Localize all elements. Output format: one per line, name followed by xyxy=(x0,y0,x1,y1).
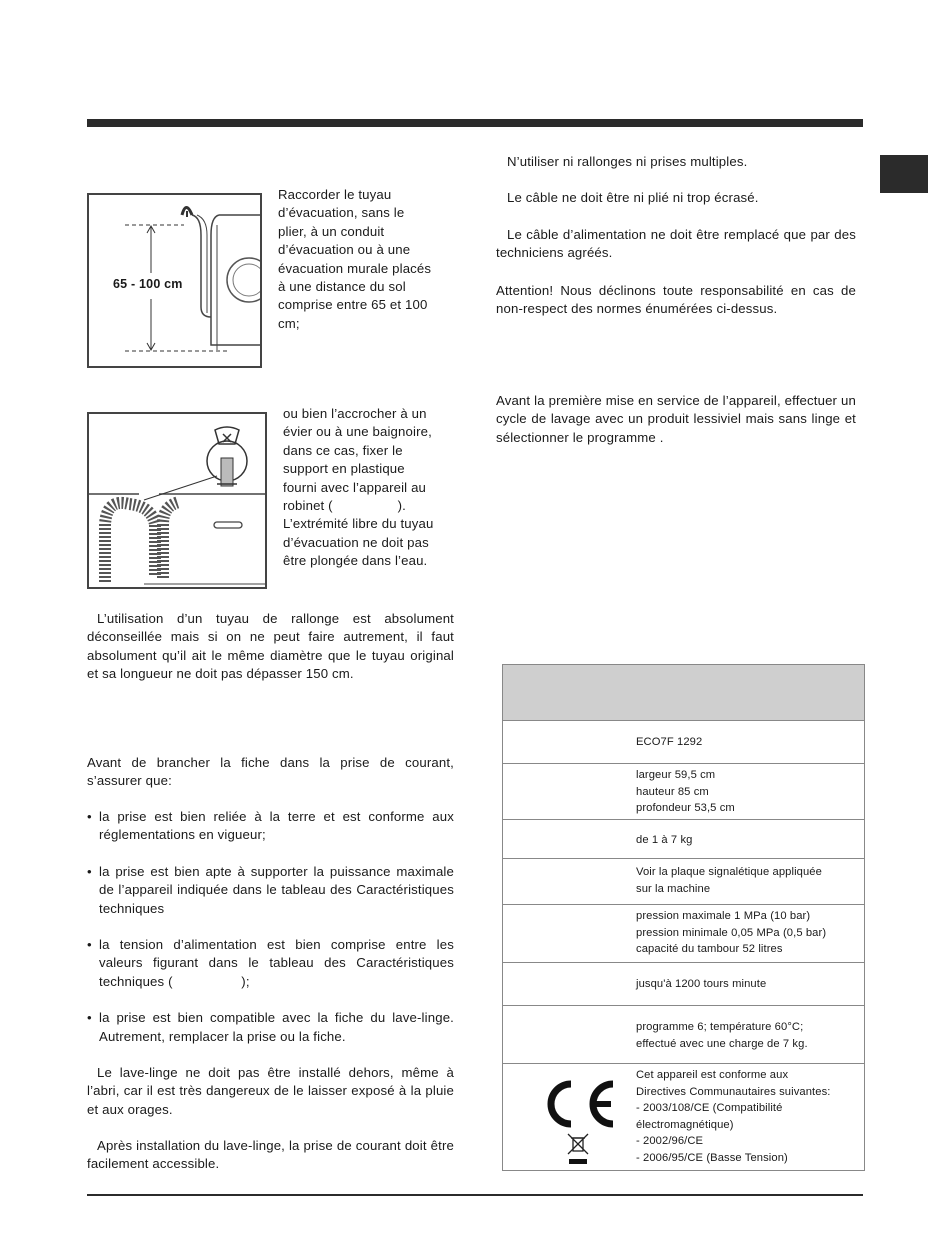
model-value: ECO7F 1292 xyxy=(636,736,703,748)
bullet-dot: • xyxy=(87,863,92,879)
spec-row-test xyxy=(503,1006,864,1064)
tech-spec-table xyxy=(502,664,865,1171)
footer-rule xyxy=(87,1194,863,1196)
crossed-bin-icon xyxy=(565,1132,591,1166)
bullet-dot: • xyxy=(87,809,92,824)
spec-row-model xyxy=(503,721,864,764)
sink-line: d’évacuation ne doit pas xyxy=(283,534,429,550)
drain-line: cm; xyxy=(278,315,300,331)
spec-row-dimensions xyxy=(503,764,864,820)
drain-line: d’évacuation, sans le xyxy=(278,205,405,221)
sink-line: ou bien l’accrocher à un xyxy=(283,406,427,421)
bullet-dot: • xyxy=(87,1010,92,1026)
sink-line: support en plastique xyxy=(283,461,405,477)
capacity-value: de 1 à 7 kg xyxy=(636,834,693,846)
electrical-intro: Avant de brancher la fiche dans la prise de courant, s’assurer que: xyxy=(87,755,454,789)
sink-line: évier ou à une baignoire, xyxy=(283,424,432,440)
cable-bend-note: Le câble ne doit être ni plié ni trop écrasé. xyxy=(507,190,759,205)
spec-table-header xyxy=(503,665,864,721)
sink-line: robinet ( ). xyxy=(283,498,406,514)
sink-line: être plongée dans l’eau. xyxy=(283,553,428,569)
checklist-item: • la tension d’alimentation est bien comprise entre les valeurs figurant dans le tableau des Caractéristiques techniques ( ); xyxy=(87,937,458,989)
checklist-item: • la prise est bien compatible avec la fiche du lave-linge. Autrement, remplacer la prise ou la fiche. xyxy=(87,1010,454,1044)
checklist-item: • la prise est bien reliée à la terre et est conforme aux réglementations en vigueur; xyxy=(87,809,454,843)
extension-hose-note: L’utilisation d’un tuyau de rallonge est absolument déconseillée mais si on ne peut faire autrement, il faut absolument qu’il ait le même diamètre que le tuyau original et sa longueur ne doit pas dépasser 150 cm. xyxy=(87,611,454,682)
bullet-dot: • xyxy=(87,937,92,953)
drain-instructions xyxy=(278,186,454,333)
sink-line: dans ce cas, fixer le xyxy=(283,442,403,458)
drain-line: d’évacuation ou à une xyxy=(278,242,411,258)
compliance-value: Cet appareil est conforme aux Directives Communautaires suivantes: - 2003/108/CE (Compatibilité électromagnétique) - 2002/96/CE - 2006/95/CE (Basse Tension) xyxy=(636,1069,831,1164)
first-use-note: Avant la première mise en service de l’appareil, effectuer un cycle de lavage avec un produit lessiviel mais sans linge et sélectionner le programme . xyxy=(496,393,856,445)
drain-line: plier, à un conduit xyxy=(278,223,385,239)
sink-line: L’extrémité libre du tuyau xyxy=(283,516,434,532)
spin-value: jusqu'à 1200 tours minute xyxy=(636,978,767,990)
drain-height-figure xyxy=(87,193,262,368)
electrical-checklist xyxy=(87,808,458,1046)
spec-row-water xyxy=(503,905,864,963)
sink-hook-figure xyxy=(87,412,267,589)
spec-row-spin xyxy=(503,963,864,1006)
sink-hook-illustration xyxy=(89,414,265,587)
language-tab xyxy=(880,155,928,193)
no-extension-note: N’utiliser ni rallonges ni prises multiples. xyxy=(507,154,748,169)
height-range-label: 65 - 100 cm xyxy=(113,277,183,291)
spec-row-compliance xyxy=(503,1064,864,1170)
outdoor-warning: Le lave-linge ne doit pas être installé dehors, même à l’abri, car il est très dangereux de le laisser exposé à la pluie et aux orages. xyxy=(87,1065,454,1117)
ce-mark-logo xyxy=(531,1076,621,1131)
checklist-item: • la prise est bien apte à supporter la puissance maximale de l’appareil indiquée dans le tableau des Caractéristiques techniques xyxy=(87,863,454,916)
socket-access-note: Après installation du lave-linge, la prise de courant doit être facilement accessible. xyxy=(87,1138,454,1172)
spec-row-electrical xyxy=(503,859,864,905)
spec-row-capacity xyxy=(503,820,864,859)
liability-note: Attention! Nous déclinons toute responsabilité en cas de non-respect des normes énumérées ci-dessus. xyxy=(496,283,856,317)
drain-line: comprise entre 65 et 100 xyxy=(278,297,428,313)
test-value: programme 6; température 60°C; effectué avec une charge de 7 kg. xyxy=(636,1021,808,1050)
drain-line: Raccorder le tuyau xyxy=(278,187,392,202)
electrical-value: Voir la plaque signalétique appliquée sur la machine xyxy=(636,866,822,895)
water-value: pression maximale 1 MPa (10 bar) pression minimale 0,05 MPa (0,5 bar) capacité du tambour 52 litres xyxy=(636,910,827,956)
dimensions-value: largeur 59,5 cm hauteur 85 cm profondeur 53,5 cm xyxy=(636,769,735,815)
drain-line: à une distance du sol xyxy=(278,279,406,295)
cable-replace-note: Le câble d’alimentation ne doit être remplacé que par des techniciens agréés. xyxy=(496,227,856,261)
drain-line: évacuation murale placés xyxy=(278,260,432,276)
sink-instructions xyxy=(283,405,455,571)
sink-line: fourni avec l’appareil au xyxy=(283,479,427,495)
header-rule xyxy=(87,119,863,127)
